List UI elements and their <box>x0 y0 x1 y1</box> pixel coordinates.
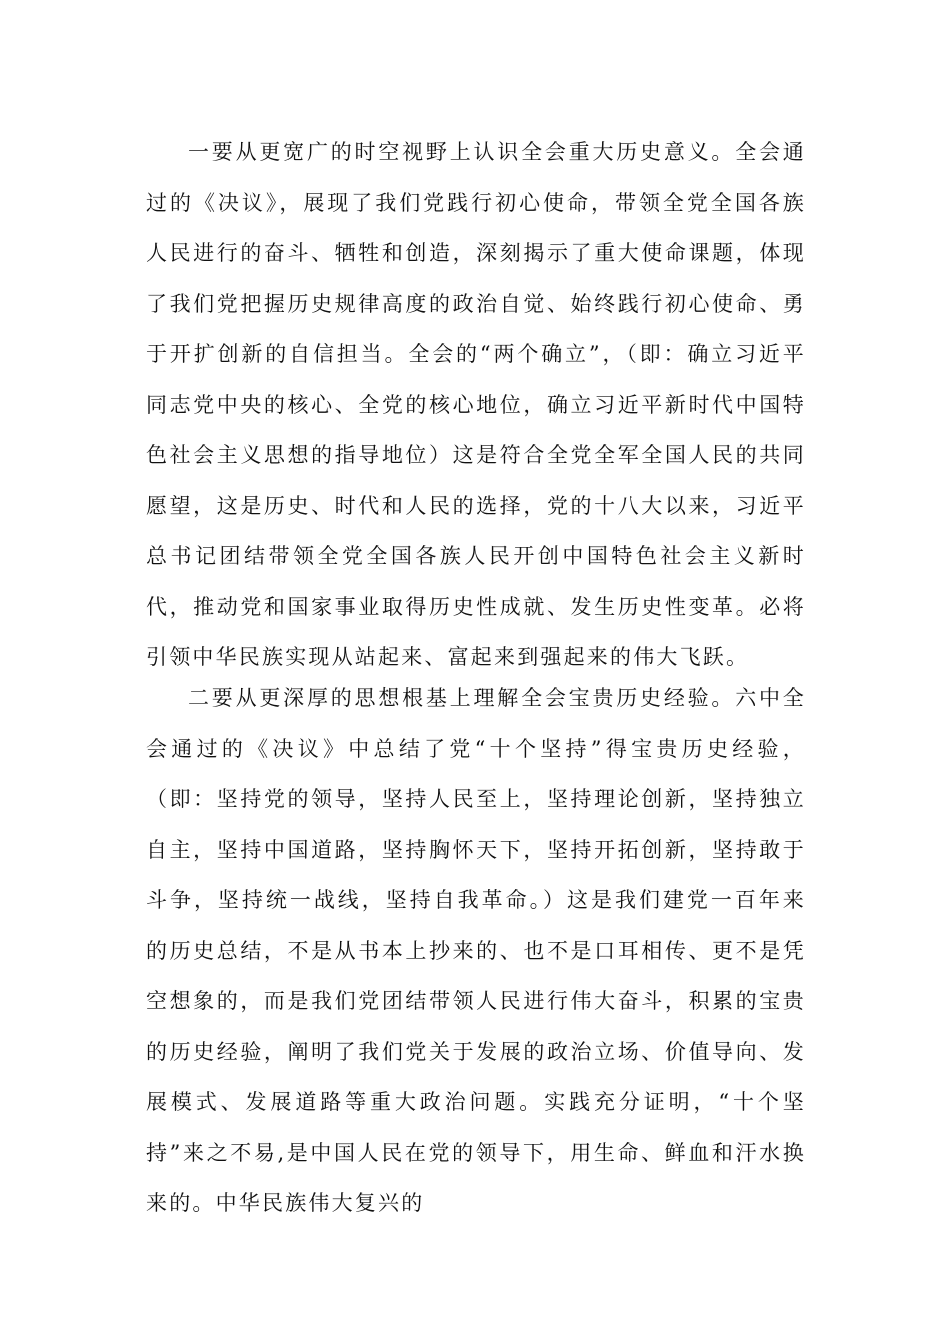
paragraph-2-block <box>146 673 806 1229</box>
paragraph-2: 二要从更深厚的思想根基上理解全会宝贵历史经验。六中全会通过的《决议》中总结了党“十个坚持”得宝贵历史经验，（即：坚持党的领导，坚持人民至上，坚持理论创新，坚持独立自主，坚持中国道路，坚持胸怀天下，坚持开拓创新，坚持敢于斗争，坚持统一战线，坚持自我革命。）这是我们建党一百年来的历史总结，不是从书本上抄来的、也不是口耳相传、更不是凭空想象的，而是我们党团结带领人民进行伟大奋斗，积累的宝贵的历史经验，阐明了我们党关于发展的政治立场、价值导向、发展模式、发展道路等重大政治问题。实践充分证明，“十个坚持”来之不易,是中国人民在党的领导下，用生命、鲜血和汗水换来的。中华民族伟大复兴的 <box>146 686 806 1215</box>
paragraph-1: 一要从更宽广的时空视野上认识全会重大历史意义。全会通过的《决议》，展现了我们党践行初心使命，带领全党全国各族人民进行的奋斗、牺牲和创造，深刻揭示了重大使命课题，体现了我们党把握历史规律高度的政治自觉、始终践行初心使命、勇于开扩创新的自信担当。全会的“两个确立”，（即：确立习近平同志党中央的核心、全党的核心地位，确立习近平新时代中国特色社会主义思想的指导地位）这是符合全党全军全国人民的共同愿望，这是历史、时代和人民的选择，党的十八大以来，习近平总书记团结带领全党全国各族人民开创中国特色社会主义新时代，推动党和国家事业取得历史性成就、发生历史性变革。必将引领中华民族实现从站起来、富起来到强起来的伟大飞跃。 <box>146 140 806 669</box>
paragraph-1-block <box>146 127 806 683</box>
